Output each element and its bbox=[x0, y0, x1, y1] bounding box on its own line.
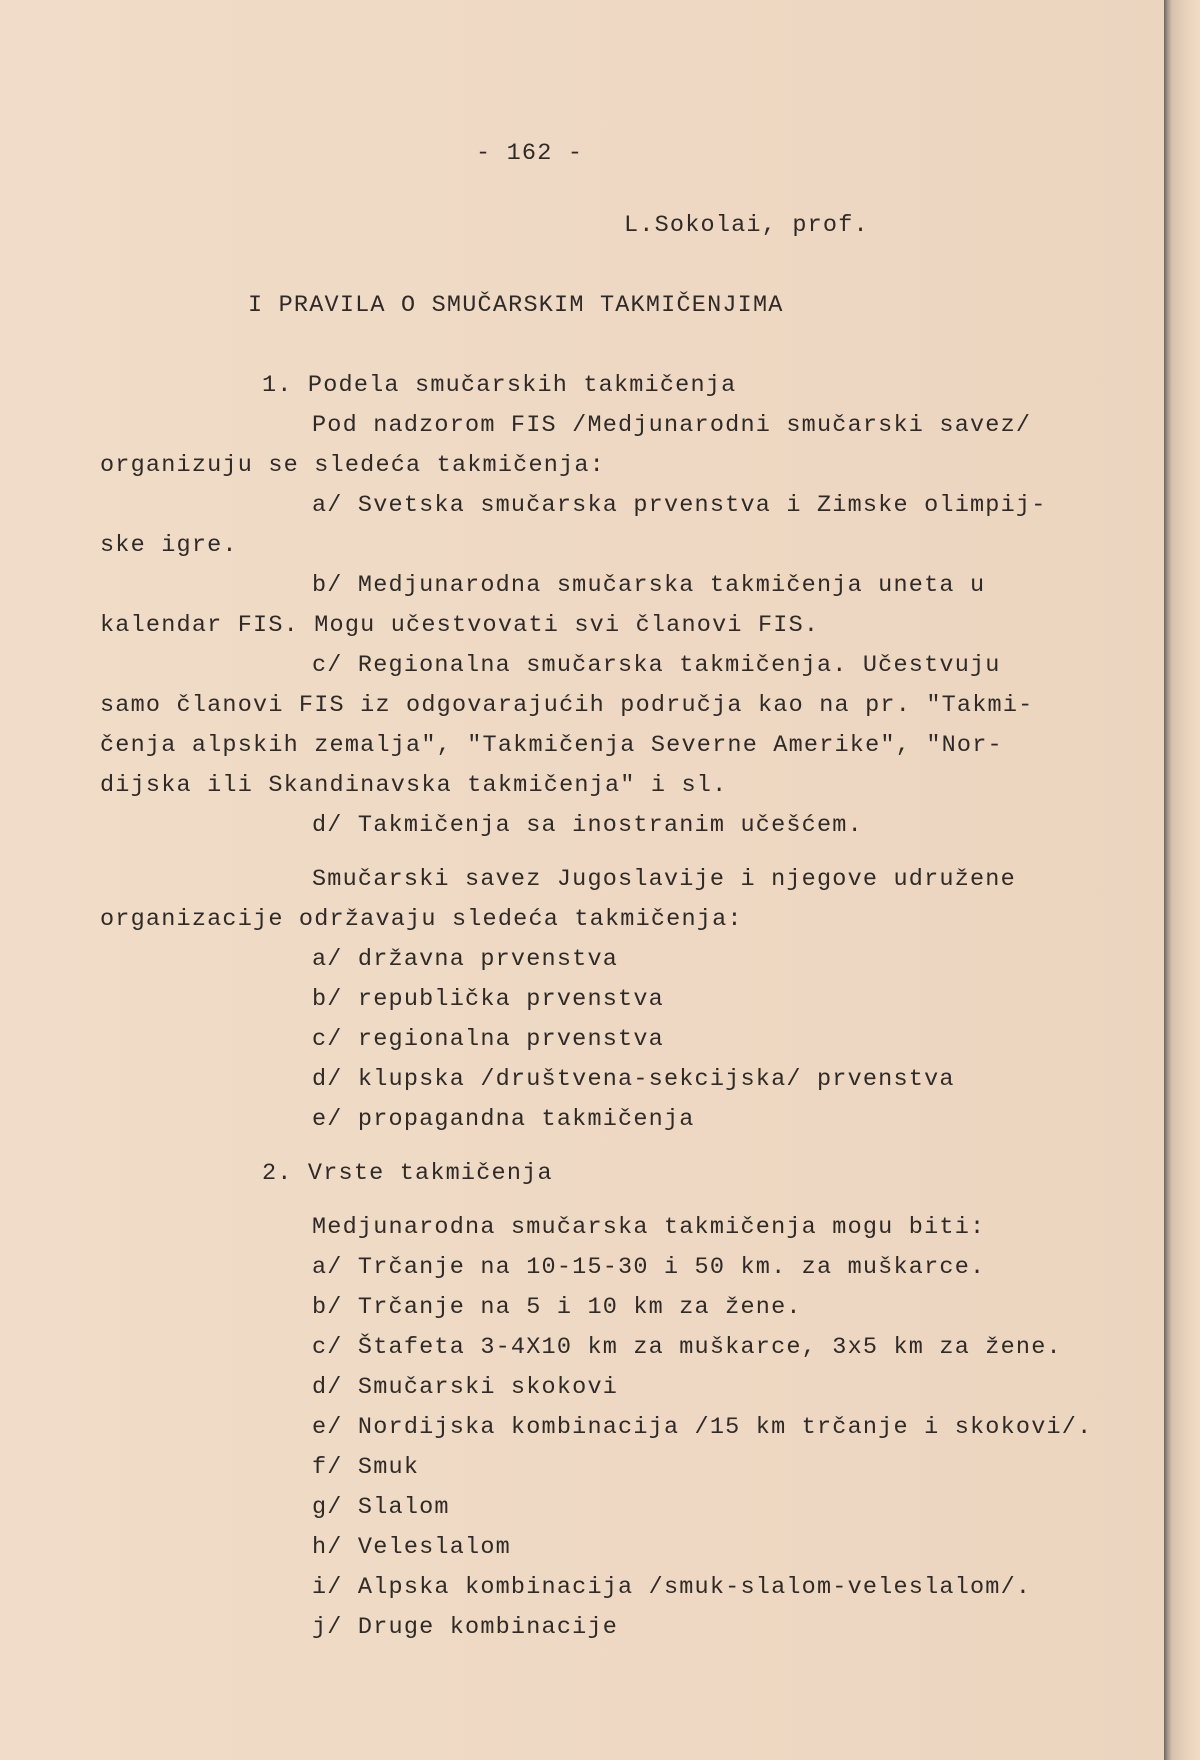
list-item: a/ državna prvenstva bbox=[312, 946, 619, 973]
paragraph-line: organizacije održavaju sledeća takmičenja: bbox=[100, 906, 743, 933]
list-item: a/ Svetska smučarska prvenstva i Zimske olimpij- bbox=[312, 492, 1047, 519]
paragraph-line: Medjunarodna smučarska takmičenja mogu biti: bbox=[312, 1214, 986, 1241]
list-item: c/ Štafeta 3-4X10 km za muškarce, 3x5 km za žene. bbox=[312, 1334, 1062, 1361]
list-item: e/ Nordijska kombinacija /15 km trčanje i skokovi/. bbox=[312, 1414, 1093, 1441]
page-binding-edge bbox=[1164, 0, 1200, 1760]
list-item: i/ Alpska kombinacija /smuk-slalom-veleslalom/. bbox=[312, 1574, 1032, 1601]
chapter-heading: I PRAVILA O SMUČARSKIM TAKMIČENJIMA bbox=[248, 292, 784, 319]
list-item: j/ Druge kombinacije bbox=[312, 1614, 619, 1641]
list-item-continuation: čenja alpskih zemalja", "Takmičenja Severne Amerike", "Nor- bbox=[100, 732, 1003, 759]
list-item: h/ Veleslalom bbox=[312, 1534, 511, 1561]
list-item: b/ Medjunarodna smučarska takmičenja uneta u bbox=[312, 572, 986, 599]
list-item: b/ Trčanje na 5 i 10 km za žene. bbox=[312, 1294, 802, 1321]
page-number: - 162 - bbox=[476, 140, 584, 167]
list-item: g/ Slalom bbox=[312, 1494, 450, 1521]
list-item: b/ republička prvenstva bbox=[312, 986, 664, 1013]
list-item-continuation: samo članovi FIS iz odgovarajućih područja kao na pr. "Takmi- bbox=[100, 692, 1034, 719]
list-item: e/ propagandna takmičenja bbox=[312, 1106, 695, 1133]
list-item: d/ klupska /društvena-sekcijska/ prvenstva bbox=[312, 1066, 955, 1093]
paragraph-line: Smučarski savez Jugoslavije i njegove udružene bbox=[312, 866, 1016, 893]
list-item: f/ Smuk bbox=[312, 1454, 420, 1481]
list-item-continuation: ske igre. bbox=[100, 532, 238, 559]
paragraph-line: Pod nadzorom FIS /Medjunarodni smučarski savez/ bbox=[312, 412, 1032, 439]
paragraph-line: organizuju se sledeća takmičenja: bbox=[100, 452, 605, 479]
list-item-continuation: dijska ili Skandinavska takmičenja" i sl. bbox=[100, 772, 728, 799]
list-item: c/ Regionalna smučarska takmičenja. Učestvuju bbox=[312, 652, 1001, 679]
section-1-title: 1. Podela smučarskih takmičenja bbox=[262, 372, 737, 399]
list-item-continuation: kalendar FIS. Mogu učestvovati svi članovi FIS. bbox=[100, 612, 820, 639]
list-item: a/ Trčanje na 10-15-30 i 50 km. za muškarce. bbox=[312, 1254, 986, 1281]
list-item: d/ Smučarski skokovi bbox=[312, 1374, 619, 1401]
list-item: d/ Takmičenja sa inostranim učešćem. bbox=[312, 812, 863, 839]
list-item: c/ regionalna prvenstva bbox=[312, 1026, 664, 1053]
section-2-title: 2. Vrste takmičenja bbox=[262, 1160, 553, 1187]
author-line: L.Sokolai, prof. bbox=[624, 212, 869, 239]
